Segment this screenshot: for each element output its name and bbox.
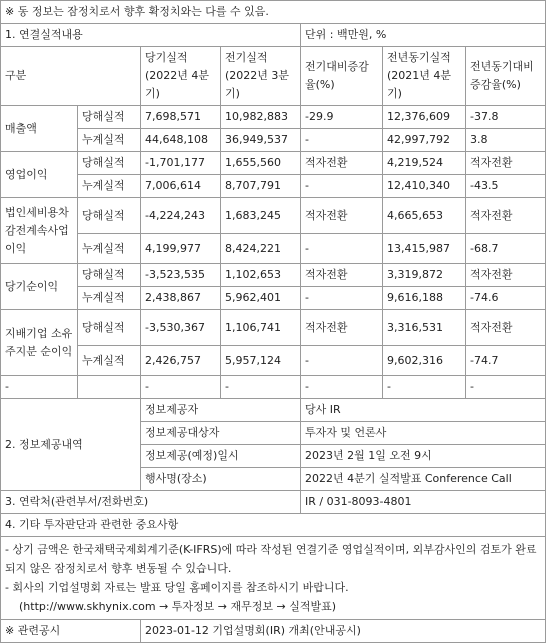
cell-cur: 2,426,757: [141, 346, 221, 376]
item-label: 지배기업 소유주지분 순이익: [1, 310, 78, 376]
cell-cur: 4,199,977: [141, 234, 221, 264]
cell-yprev: 3,319,872: [383, 264, 466, 287]
info-value: 2023년 2월 1일 오전 9시: [301, 445, 546, 468]
section3-title: 3. 연락처(관련부서/전화번호): [1, 491, 301, 514]
cell-yoy: 적자전환: [466, 264, 546, 287]
header-yoy-prev: 전년동기실적 (2021년 4분기): [383, 47, 466, 106]
sub-label: 누계실적: [78, 287, 141, 310]
cell-yoy: 적자전환: [466, 152, 546, 175]
cell-yprev: 9,616,188: [383, 287, 466, 310]
dash-cell: [78, 376, 141, 399]
sub-label: 당해실적: [78, 152, 141, 175]
cell-cur: 44,648,108: [141, 129, 221, 152]
related-label: ※ 관련공시: [1, 620, 141, 643]
cell-yoy: 3.8: [466, 129, 546, 152]
sub-label: 누계실적: [78, 234, 141, 264]
dash-cell: -: [383, 376, 466, 399]
item-label: 영업이익: [1, 152, 78, 198]
cell-yoy: -74.7: [466, 346, 546, 376]
cell-yoy: -43.5: [466, 175, 546, 198]
cell-yprev: 4,665,653: [383, 198, 466, 234]
cell-qoq: 적자전환: [301, 310, 383, 346]
info-value: 2022년 4분기 실적발표 Conference Call: [301, 468, 546, 491]
note-line-3: (http://www.skhynix.com → 투자정보 → 재무정보 → 실적발표): [19, 600, 337, 613]
cell-qoq: -: [301, 175, 383, 198]
cell-prev: 36,949,537: [221, 129, 301, 152]
cell-prev: 5,957,124: [221, 346, 301, 376]
cell-yoy: 적자전환: [466, 310, 546, 346]
sub-label: 당해실적: [78, 198, 141, 234]
cell-qoq: 적자전환: [301, 152, 383, 175]
cell-cur: 2,438,867: [141, 287, 221, 310]
sub-label: 누계실적: [78, 129, 141, 152]
cell-yprev: 12,410,340: [383, 175, 466, 198]
section4-body: [1, 537, 546, 620]
header-prev: 전기실적 (2022년 3분기): [221, 47, 301, 106]
cell-yprev: 12,376,609: [383, 106, 466, 129]
top-note: ※ 동 정보는 잠정치로서 향후 확정치와는 다를 수 있음.: [1, 1, 546, 24]
cell-qoq: 적자전환: [301, 264, 383, 287]
dash-cell: -: [301, 376, 383, 399]
section4-title: 4. 기타 투자판단과 관련한 중요사항: [1, 514, 546, 537]
sub-label: 누계실적: [78, 175, 141, 198]
cell-qoq: -: [301, 346, 383, 376]
info-key: 정보제공자: [141, 399, 301, 422]
cell-prev: 5,962,401: [221, 287, 301, 310]
cell-yprev: 4,219,524: [383, 152, 466, 175]
sub-label: 당해실적: [78, 264, 141, 287]
cell-prev: 1,106,741: [221, 310, 301, 346]
cell-qoq: -: [301, 287, 383, 310]
cell-cur: -4,224,243: [141, 198, 221, 234]
cell-yprev: 3,316,531: [383, 310, 466, 346]
header-current: 당기실적 (2022년 4분기): [141, 47, 221, 106]
cell-yprev: 13,415,987: [383, 234, 466, 264]
cell-yprev: 9,602,316: [383, 346, 466, 376]
cell-prev: 1,655,560: [221, 152, 301, 175]
note-line-1: - 상기 금액은 한국채택국제회계기준(K-IFRS)에 따라 작성된 연결기준 영업실적이며, 외부감사인의 검토가 완료되지 않은 잠정치로서 향후 변동될 수 있습니다.: [5, 543, 537, 575]
cell-cur: -3,530,367: [141, 310, 221, 346]
item-label: 당기순이익: [1, 264, 78, 310]
related-link[interactable]: 2023-01-12 기업설명회(IR) 개최(안내공시): [141, 620, 546, 643]
info-key: 정보제공대상자: [141, 422, 301, 445]
dash-cell: -: [221, 376, 301, 399]
cell-yoy: -68.7: [466, 234, 546, 264]
cell-qoq: -29.9: [301, 106, 383, 129]
unit-label: 단위 : 백만원, %: [301, 24, 546, 47]
cell-qoq: 적자전환: [301, 198, 383, 234]
cell-yoy: -37.8: [466, 106, 546, 129]
dash-cell: -: [141, 376, 221, 399]
item-label: 매출액: [1, 106, 78, 152]
note-line-2: - 회사의 기업설명회 자료는 발표 당일 홈페이지를 참조하시기 바랍니다.: [5, 581, 349, 594]
item-label: 법인세비용차감전계속사업이익: [1, 198, 78, 264]
info-value: 당사 IR: [301, 399, 546, 422]
section2-title: 2. 정보제공내역: [1, 399, 141, 491]
sub-label: 누계실적: [78, 346, 141, 376]
cell-cur: -3,523,535: [141, 264, 221, 287]
cell-prev: 1,683,245: [221, 198, 301, 234]
col-group-header: 구분: [1, 47, 141, 106]
info-value: 투자자 및 언론사: [301, 422, 546, 445]
cell-cur: 7,698,571: [141, 106, 221, 129]
section1-title: 1. 연결실적내용: [1, 24, 301, 47]
dash-cell: -: [1, 376, 78, 399]
cell-yprev: 42,997,792: [383, 129, 466, 152]
header-yoy: 전년동기대비증감율(%): [466, 47, 546, 106]
cell-yoy: -74.6: [466, 287, 546, 310]
cell-cur: 7,006,614: [141, 175, 221, 198]
info-key: 행사명(장소): [141, 468, 301, 491]
cell-cur: -1,701,177: [141, 152, 221, 175]
cell-qoq: -: [301, 129, 383, 152]
cell-qoq: -: [301, 234, 383, 264]
dash-cell: -: [466, 376, 546, 399]
cell-prev: 8,707,791: [221, 175, 301, 198]
cell-prev: 10,982,883: [221, 106, 301, 129]
cell-yoy: 적자전환: [466, 198, 546, 234]
header-qoq: 전기대비증감율(%): [301, 47, 383, 106]
cell-prev: 1,102,653: [221, 264, 301, 287]
info-key: 정보제공(예정)일시: [141, 445, 301, 468]
sub-label: 당해실적: [78, 106, 141, 129]
contact-value: IR / 031-8093-4801: [301, 491, 546, 514]
cell-prev: 8,424,221: [221, 234, 301, 264]
sub-label: 당해실적: [78, 310, 141, 346]
